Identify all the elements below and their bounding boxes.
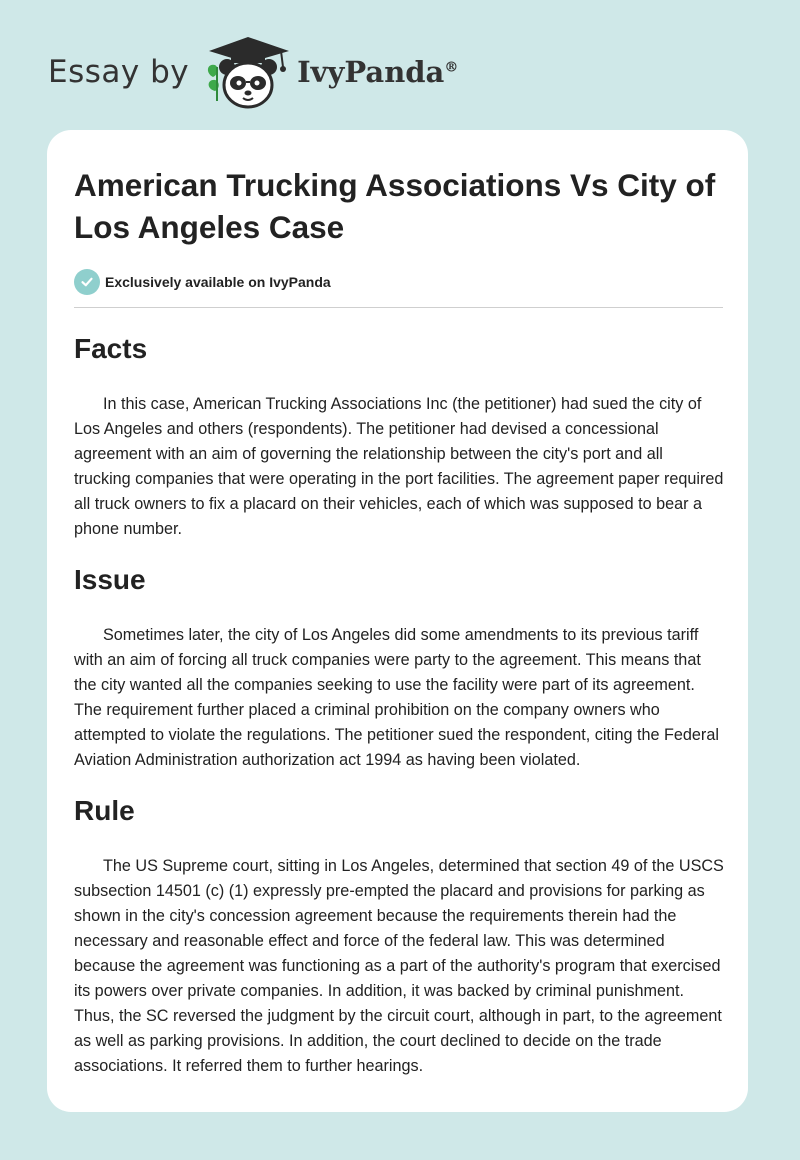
essay-card: [47, 130, 748, 1112]
divider: [74, 307, 723, 308]
brand-text: IvyPanda: [297, 55, 445, 89]
site-header: [48, 32, 458, 112]
check-icon: [74, 269, 100, 295]
section-text-facts: In this case, American Trucking Associations Inc (the petitioner) had sued the city of Los Angeles and others (respondents). The petitioner had devised a concessional agreement with an aim of governing the relationship between the city's port and all trucking companies that were operating in the port facilities. The agreement paper required all truck owners to fix a placard on their vehicles, each of which was supposed to bear a phone number.: [74, 395, 724, 538]
page-title: American Trucking Associations Vs City of Los Angeles Case: [74, 167, 716, 245]
registered-mark: ®: [444, 59, 459, 76]
brand-name: [297, 55, 458, 89]
exclusive-badge: [74, 268, 722, 296]
section-text-issue: Sometimes later, the city of Los Angeles did some amendments to its previous tariff with an aim of forcing all truck companies were party to the agreement. This means that the city wanted all the companies seeking to use the facility were part of its agreement. The requirement further placed a criminal prohibition on the company owners who attempted to violate the regulations. The petitioner sued the respondent, citing the Federal Aviation Administration authorization act 1994 as having been violated.: [74, 626, 719, 769]
section-heading-issue: Issue: [74, 564, 146, 595]
essay-by-label: Essay by: [48, 54, 190, 90]
exclusive-label: Exclusively available on IvyPanda: [105, 274, 331, 290]
section-heading-rule: Rule: [74, 795, 135, 826]
panda-graduate-icon: [203, 33, 293, 111]
section-text-rule: The US Supreme court, sitting in Los Angeles, determined that section 49 of the USCS subsection 14501 (c) (1) expressly pre-empted the placard and provisions for parking as shown in the city's concession agreement because the requirements therein had the necessary and reasonable effect and force of the federal law. This was determined because the agreement was functioning as a part of the authority's program that exercised its powers over private companies. In addition, it was backed by criminal punishment. Thus, the SC reversed the judgment by the circuit court, although in part, to the agreement as well as parking provisions. In addition, the court declined to decide on the trade associations. It referred them to further hearings.: [74, 857, 724, 1075]
section-heading-facts: Facts: [74, 333, 148, 364]
